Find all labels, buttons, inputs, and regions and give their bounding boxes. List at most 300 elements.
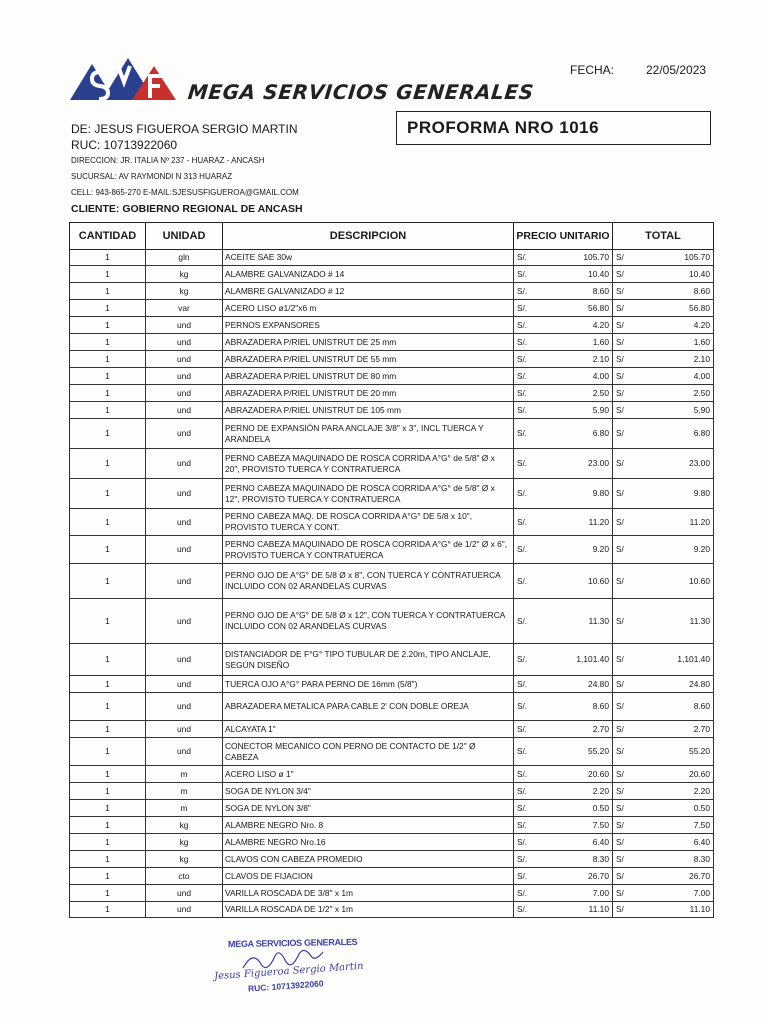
price-amount: 7.50 (592, 819, 609, 830)
cell-unidad: und (146, 693, 223, 721)
total-amount: 10.40 (689, 268, 710, 279)
cell-unidad: cto (146, 868, 223, 885)
cell-cantidad: 1 (70, 721, 146, 738)
table-row (70, 817, 714, 834)
total-amount: 55.20 (689, 746, 710, 756)
cell-total (613, 800, 714, 817)
currency-symbol: S/ (616, 303, 624, 313)
cell-unidad: m (146, 783, 223, 800)
cell-cantidad: 1 (70, 536, 146, 564)
cell-total (613, 902, 714, 918)
currency-symbol: S/. (517, 655, 528, 664)
cell-total (613, 402, 714, 419)
table-row (70, 449, 714, 479)
currency-symbol: S/ (616, 905, 624, 914)
cell-total (613, 351, 714, 368)
cell-precio-unitario (514, 351, 613, 368)
table-header-row (70, 223, 714, 250)
table-row (70, 351, 714, 368)
total-amount: 105.70 (684, 252, 710, 262)
table-row (70, 368, 714, 385)
table-row (70, 479, 714, 509)
cell-unidad: und (146, 721, 223, 738)
table-row (70, 317, 714, 334)
cell-cantidad: 1 (70, 885, 146, 902)
cell-cantidad: 1 (70, 266, 146, 283)
cell-unidad: und (146, 676, 223, 693)
cell-total (613, 564, 714, 599)
total-amount: 23.00 (689, 458, 710, 468)
currency-symbol: S/. (517, 888, 528, 898)
cell-total (613, 766, 714, 783)
cell-descripcion: CONECTOR MECANICO CON PERNO DE CONTACTO DE 1/2" Ø CABEZA (223, 738, 514, 766)
currency-symbol: S/. (517, 545, 528, 554)
table-row (70, 250, 714, 266)
cell-total (613, 283, 714, 300)
currency-symbol: S/ (616, 354, 624, 364)
cell-precio-unitario (514, 766, 613, 783)
cell-cantidad: 1 (70, 351, 146, 368)
currency-symbol: S/ (616, 747, 624, 756)
currency-symbol: S/ (616, 371, 624, 381)
cell-descripcion: ALCAYATA 1" (223, 721, 514, 738)
cell-cantidad: 1 (70, 766, 146, 783)
cell-total (613, 266, 714, 283)
cell-cantidad: 1 (70, 693, 146, 721)
header-precio-unitario: PRECIO UNITARIO (514, 223, 613, 250)
table-row (70, 564, 714, 599)
currency-symbol: S/ (616, 545, 624, 554)
currency-symbol: S/ (616, 803, 624, 813)
cell-precio-unitario (514, 385, 613, 402)
cell-total (613, 449, 714, 479)
issuer-address: DIRECCION: JR. ITALIA Nº 237 - HUARAZ - ANCASH (71, 156, 265, 165)
cell-precio-unitario (514, 693, 613, 721)
currency-symbol: S/ (616, 269, 624, 279)
cell-total (613, 817, 714, 834)
cell-unidad: und (146, 351, 223, 368)
total-amount: 5.90 (693, 404, 710, 415)
cell-descripcion: PERNO CABEZA MAQUINADO DE ROSCA CORRIDA A°G° de 1/2" Ø x 6", PROVISTO TUERCA Y CONTRATUERCA (223, 536, 514, 564)
cell-cantidad: 1 (70, 800, 146, 817)
currency-symbol: S/. (517, 803, 528, 813)
currency-symbol: S/ (616, 459, 624, 468)
currency-symbol: S/. (517, 820, 528, 830)
table-row (70, 800, 714, 817)
cell-cantidad: 1 (70, 250, 146, 266)
table-row (70, 851, 714, 868)
price-amount: 26.70 (588, 870, 609, 881)
price-amount: 56.80 (588, 302, 609, 313)
cell-unidad: und (146, 509, 223, 536)
cell-descripcion: CLAVOS CON CABEZA PROMEDIO (223, 851, 514, 868)
cell-precio-unitario (514, 800, 613, 817)
price-amount: 4.20 (592, 319, 609, 330)
cell-descripcion: ABRAZADERA P/RIEL UNISTRUT DE 25 mm (223, 334, 514, 351)
cell-descripcion: ALAMBRE GALVANIZADO # 14 (223, 266, 514, 283)
cell-precio-unitario (514, 402, 613, 419)
cell-total (613, 783, 714, 800)
price-amount: 23.00 (588, 458, 609, 468)
cell-cantidad: 1 (70, 817, 146, 834)
cell-unidad: und (146, 738, 223, 766)
currency-symbol: S/ (616, 429, 624, 438)
total-amount: 11.10 (689, 904, 710, 914)
price-amount: 9.80 (592, 488, 609, 498)
cell-total (613, 834, 714, 851)
cell-descripcion: PERNO OJO DE A°G° DE 5/8 Ø x 8", CON TUERCA Y CONTRATUERCA INCLUIDO CON 02 ARANDELAS CURVAS (223, 564, 514, 599)
cell-descripcion: PERNO DE EXPANSIÓN PARA ANCLAJE 3/8" x 3", INCL TUERCA Y ARANDELA (223, 419, 514, 449)
cell-descripcion: PERNO OJO DE A°G° DE 5/8 Ø x 12", CON TUERCA Y CONTRATUERCA INCLUIDO CON 02 ARANDELAS CURVAS (223, 599, 514, 644)
stamp-ruc: RUC: 10713922060 (247, 978, 324, 994)
cell-unidad: und (146, 536, 223, 564)
currency-symbol: S/. (517, 616, 528, 626)
cell-total (613, 693, 714, 721)
currency-symbol: S/. (517, 337, 528, 347)
currency-symbol: S/ (616, 724, 624, 734)
cell-total (613, 644, 714, 676)
total-amount: 9.20 (693, 544, 710, 554)
total-amount: 1,101.40 (677, 654, 710, 664)
header-descripcion: DESCRIPCION (223, 223, 514, 250)
cell-cantidad: 1 (70, 834, 146, 851)
currency-symbol: S/ (616, 517, 624, 527)
cell-total (613, 536, 714, 564)
cell-unidad: m (146, 766, 223, 783)
cell-precio-unitario (514, 738, 613, 766)
total-amount: 4.00 (693, 370, 710, 381)
cell-cantidad: 1 (70, 419, 146, 449)
cell-unidad: und (146, 599, 223, 644)
header-total: TOTAL (613, 223, 714, 250)
cell-total (613, 509, 714, 536)
header-unidad: UNIDAD (146, 223, 223, 250)
price-amount: 1.60 (592, 336, 609, 347)
cell-unidad: und (146, 902, 223, 918)
currency-symbol: S/. (517, 388, 528, 398)
cell-unidad: kg (146, 266, 223, 283)
table-row (70, 509, 714, 536)
total-amount: 56.80 (689, 302, 710, 313)
currency-symbol: S/. (517, 837, 528, 847)
currency-symbol: S/ (616, 655, 624, 664)
cell-precio-unitario (514, 283, 613, 300)
currency-symbol: S/. (517, 320, 528, 330)
currency-symbol: S/. (517, 253, 528, 262)
table-row (70, 868, 714, 885)
cell-cantidad: 1 (70, 402, 146, 419)
cell-cantidad: 1 (70, 644, 146, 676)
issuer-ruc: RUC: 10713922060 (71, 138, 178, 152)
date-value: 22/05/2023 (646, 63, 707, 77)
issuer-branch: SUCURSAL: AV RAYMONDI N 313 HUARAZ (71, 172, 233, 181)
total-amount: 9.80 (693, 488, 710, 498)
table-row (70, 419, 714, 449)
cell-cantidad: 1 (70, 738, 146, 766)
price-amount: 11.20 (588, 516, 609, 527)
price-amount: 2.20 (592, 785, 609, 796)
items-table (69, 222, 714, 918)
cell-total (613, 334, 714, 351)
date-label: FECHA: (570, 63, 615, 77)
currency-symbol: S/. (517, 576, 528, 586)
cell-precio-unitario (514, 851, 613, 868)
currency-symbol: S/ (616, 786, 624, 796)
currency-symbol: S/ (616, 388, 624, 398)
total-amount: 2.10 (693, 353, 710, 364)
total-amount: 2.20 (693, 785, 710, 796)
table-row (70, 599, 714, 644)
total-amount: 7.50 (693, 819, 710, 830)
currency-symbol: S/ (616, 702, 624, 711)
cell-descripcion: PERNO CABEZA MAQUINADO DE ROSCA CORRIDA A°G° de 5/8" Ø x 20", PROVISTO TUERCA Y CONTRATUERCA (223, 449, 514, 479)
currency-symbol: S/. (517, 786, 528, 796)
issuer-name: DE: JESUS FIGUEROA SERGIO MARTIN (71, 122, 298, 136)
cell-precio-unitario (514, 479, 613, 509)
total-amount: 26.70 (689, 870, 710, 881)
cell-descripcion: ACERO LISO ø1/2"x6 m (223, 300, 514, 317)
total-amount: 2.70 (693, 723, 710, 734)
table-row (70, 693, 714, 721)
stamp-person: Jesus Figueroa Sergio Martin (213, 960, 364, 983)
total-amount: 11.30 (689, 615, 710, 626)
cell-descripcion: TUERCA OJO A°G° PARA PERNO DE 16mm (5/8") (223, 676, 514, 693)
currency-symbol: S/ (616, 769, 624, 779)
cell-total (613, 385, 714, 402)
currency-symbol: S/ (616, 253, 624, 262)
cell-unidad: und (146, 419, 223, 449)
table-row (70, 283, 714, 300)
total-amount: 7.00 (693, 887, 710, 898)
cell-total (613, 738, 714, 766)
cell-descripcion: ABRAZADERA P/RIEL UNISTRUT DE 20 mm (223, 385, 514, 402)
stamp-company: MEGA SERVICIOS GENERALES (227, 936, 358, 950)
table-body (70, 250, 714, 918)
cell-cantidad: 1 (70, 783, 146, 800)
cell-total (613, 885, 714, 902)
table-row (70, 721, 714, 738)
cell-descripcion: ALAMBRE NEGRO Nro. 8 (223, 817, 514, 834)
cell-unidad: und (146, 564, 223, 599)
price-amount: 7.00 (592, 887, 609, 898)
issuer-block (71, 121, 299, 201)
cell-unidad: var (146, 300, 223, 317)
cell-precio-unitario (514, 599, 613, 644)
signature-stamp (208, 936, 378, 1006)
price-amount: 105.70 (583, 252, 609, 262)
currency-symbol: S/ (616, 576, 624, 586)
cell-descripcion: ABRAZADERA METALICA PARA CABLE 2' CON DOBLE OREJA (223, 693, 514, 721)
currency-symbol: S/. (517, 371, 528, 381)
cell-descripcion: DISTANCIADOR DE F°G° TIPO TUBULAR DE 2.20m, TIPO ANCLAJE, SEGÚN DISEÑO (223, 644, 514, 676)
cell-descripcion: PERNO CABEZA MAQUINADO DE ROSCA CORRIDA A°G° de 5/8" Ø x 12", PROVISTO TUERCA Y CONTRATUERCA (223, 479, 514, 509)
cell-cantidad: 1 (70, 449, 146, 479)
table-row (70, 902, 714, 918)
cell-cantidad: 1 (70, 368, 146, 385)
company-logo (70, 58, 176, 100)
currency-symbol: S/ (616, 871, 624, 881)
price-amount: 0.50 (592, 802, 609, 813)
cell-precio-unitario (514, 834, 613, 851)
currency-symbol: S/. (517, 405, 528, 415)
table-row (70, 783, 714, 800)
total-amount: 8.30 (693, 853, 710, 864)
cell-unidad: und (146, 479, 223, 509)
currency-symbol: S/ (616, 679, 624, 689)
cell-total (613, 868, 714, 885)
currency-symbol: S/. (517, 459, 528, 468)
cell-descripcion: ABRAZADERA P/RIEL UNISTRUT DE 55 mm (223, 351, 514, 368)
company-name: MEGA SERVICIOS GENERALES (186, 80, 536, 104)
proforma-title: PROFORMA NRO 1016 (396, 111, 711, 145)
currency-symbol: S/ (616, 837, 624, 847)
cell-precio-unitario (514, 368, 613, 385)
total-amount: 11.20 (689, 516, 710, 527)
cell-descripcion: ALAMBRE NEGRO Nro.16 (223, 834, 514, 851)
currency-symbol: S/. (517, 854, 528, 864)
price-amount: 1,101.40 (576, 654, 609, 664)
currency-symbol: S/. (517, 871, 528, 881)
currency-symbol: S/ (616, 489, 624, 498)
total-amount: 6.40 (693, 836, 710, 847)
price-amount: 20.60 (588, 768, 609, 779)
price-amount: 11.10 (588, 904, 609, 914)
currency-symbol: S/ (616, 854, 624, 864)
cell-descripcion: ACERO LISO ø 1" (223, 766, 514, 783)
cell-precio-unitario (514, 536, 613, 564)
cell-precio-unitario (514, 317, 613, 334)
total-amount: 6.80 (693, 428, 710, 438)
cell-precio-unitario (514, 564, 613, 599)
currency-symbol: S/. (517, 286, 528, 296)
cell-unidad: und (146, 402, 223, 419)
price-amount: 5.90 (592, 404, 609, 415)
price-amount: 6.40 (592, 836, 609, 847)
currency-symbol: S/ (616, 820, 624, 830)
cell-total (613, 317, 714, 334)
cell-unidad: und (146, 334, 223, 351)
cell-total (613, 368, 714, 385)
total-amount: 10.60 (689, 575, 710, 586)
cell-descripcion: SOGA DE NYLON 3/8" (223, 800, 514, 817)
price-amount: 55.20 (588, 746, 609, 756)
cell-descripcion: ALAMBRE GALVANIZADO # 12 (223, 283, 514, 300)
cell-precio-unitario (514, 676, 613, 693)
currency-symbol: S/ (616, 337, 624, 347)
table-row (70, 402, 714, 419)
cell-unidad: gln (146, 250, 223, 266)
cell-cantidad: 1 (70, 385, 146, 402)
total-amount: 8.60 (693, 285, 710, 296)
cell-descripcion: ACEITE SAE 30w (223, 250, 514, 266)
table-row (70, 834, 714, 851)
cell-unidad: kg (146, 283, 223, 300)
cell-descripcion: CLAVOS DE FIJACION (223, 868, 514, 885)
table-row (70, 266, 714, 283)
cell-precio-unitario (514, 266, 613, 283)
table-row (70, 536, 714, 564)
currency-symbol: S/. (517, 517, 528, 527)
table-row (70, 738, 714, 766)
currency-symbol: S/. (517, 702, 528, 711)
cell-descripcion: ABRAZADERA P/RIEL UNISTRUT DE 80 mm (223, 368, 514, 385)
cell-descripcion: PERNOS EXPANSORES (223, 317, 514, 334)
price-amount: 10.60 (588, 575, 609, 586)
cell-cantidad: 1 (70, 564, 146, 599)
cell-cantidad: 1 (70, 300, 146, 317)
price-amount: 4.00 (592, 370, 609, 381)
cell-descripcion: PERNO CABEZA MAQ. DE ROSCA CORRIDA A°G° DE 5/8 x 10", PROVISTO TUERCA Y CONT. (223, 509, 514, 536)
cell-total (613, 599, 714, 644)
cell-cantidad: 1 (70, 868, 146, 885)
cell-cantidad: 1 (70, 851, 146, 868)
price-amount: 11.30 (588, 615, 609, 626)
cell-unidad: kg (146, 817, 223, 834)
cell-precio-unitario (514, 449, 613, 479)
price-amount: 8.60 (592, 701, 609, 711)
currency-symbol: S/. (517, 354, 528, 364)
cell-precio-unitario (514, 250, 613, 266)
total-amount: 8.60 (693, 701, 710, 711)
cell-descripcion: VARILLA ROSCADA DE 1/2" x 1m (223, 902, 514, 918)
cell-precio-unitario (514, 721, 613, 738)
cell-precio-unitario (514, 300, 613, 317)
cell-total (613, 851, 714, 868)
cell-unidad: und (146, 368, 223, 385)
cell-cantidad: 1 (70, 599, 146, 644)
table-row (70, 644, 714, 676)
header-cantidad: CANTIDAD (70, 223, 146, 250)
cell-cantidad: 1 (70, 902, 146, 918)
total-amount: 0.50 (693, 802, 710, 813)
cell-total (613, 300, 714, 317)
cell-descripcion: VARILLA ROSCADA DE 3/8" x 1m (223, 885, 514, 902)
price-amount: 6.80 (592, 428, 609, 438)
price-amount: 2.70 (592, 723, 609, 734)
cell-unidad: und (146, 317, 223, 334)
cell-total (613, 419, 714, 449)
currency-symbol: S/. (517, 303, 528, 313)
table-row (70, 766, 714, 783)
total-amount: 4.20 (693, 319, 710, 330)
table-row (70, 334, 714, 351)
cell-cantidad: 1 (70, 509, 146, 536)
cell-unidad: kg (146, 834, 223, 851)
cell-total (613, 721, 714, 738)
cell-descripcion: SOGA DE NYLON 3/4" (223, 783, 514, 800)
cell-unidad: und (146, 885, 223, 902)
currency-symbol: S/ (616, 616, 624, 626)
table-row (70, 885, 714, 902)
cell-total (613, 250, 714, 266)
table-row (70, 676, 714, 693)
total-amount: 20.60 (689, 768, 710, 779)
cell-cantidad: 1 (70, 334, 146, 351)
price-amount: 2.10 (592, 353, 609, 364)
cell-cantidad: 1 (70, 283, 146, 300)
cell-cantidad: 1 (70, 676, 146, 693)
cell-unidad: m (146, 800, 223, 817)
price-amount: 8.30 (592, 853, 609, 864)
cell-unidad: und (146, 385, 223, 402)
currency-symbol: S/ (616, 286, 624, 296)
currency-symbol: S/. (517, 905, 528, 914)
table-row (70, 385, 714, 402)
currency-symbol: S/. (517, 724, 528, 734)
currency-symbol: S/. (517, 679, 528, 689)
price-amount: 24.80 (588, 678, 609, 689)
currency-symbol: S/ (616, 888, 624, 898)
